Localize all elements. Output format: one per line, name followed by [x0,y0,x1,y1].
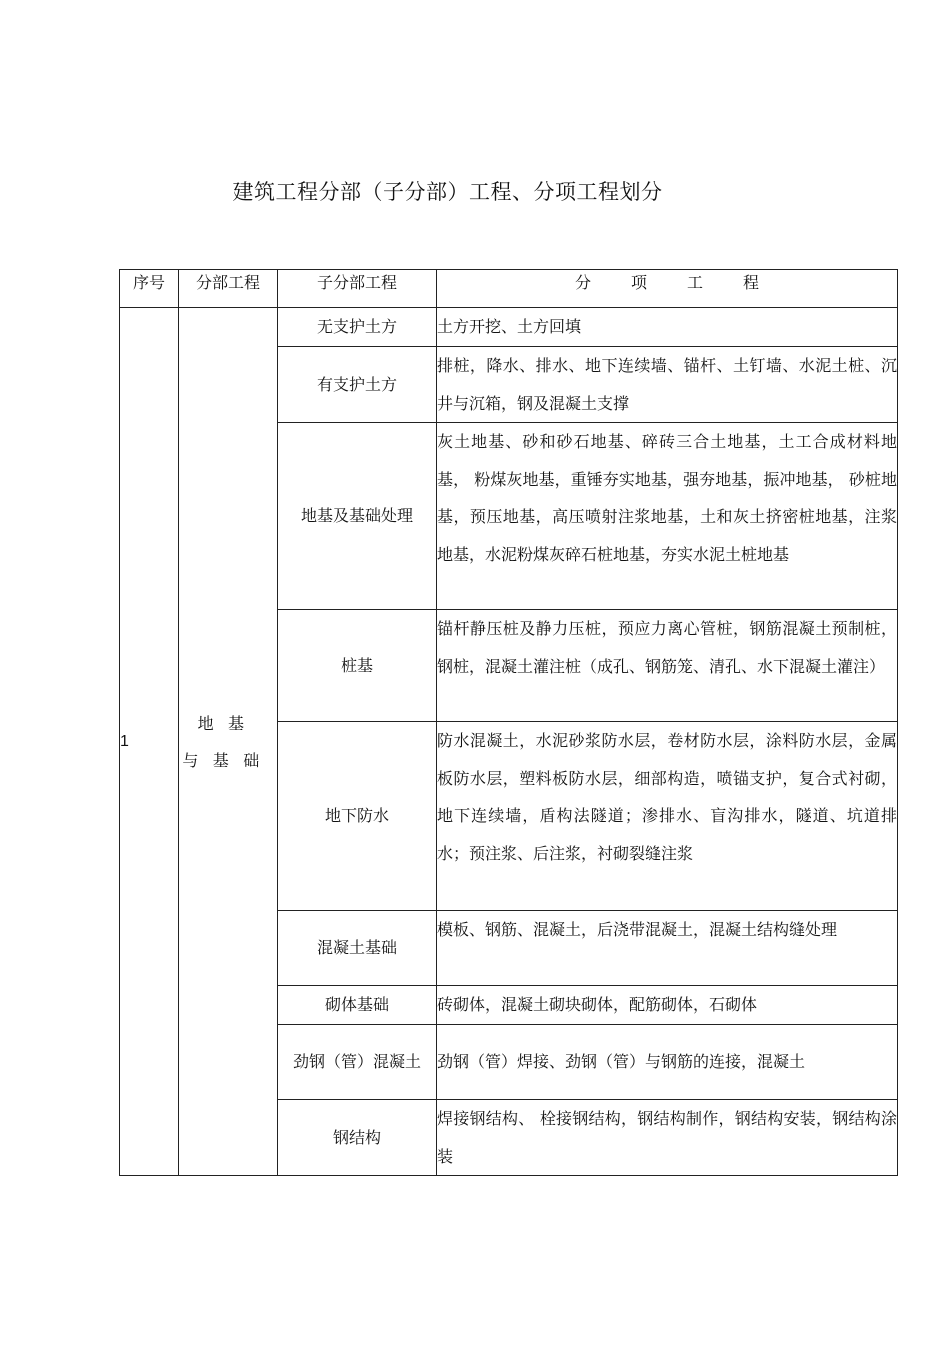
subdivision-cell: 钢结构 [278,1100,437,1176]
subdivision-cell: 无支护土方 [278,308,437,347]
subdivision-cell: 有支护土方 [278,347,437,423]
division-table [119,269,898,1176]
items-cell: 排桩，降水、排水、地下连续墙、锚杆、土钉墙、水泥土桩、沉井与沉箱，钢及混凝土支撑 [437,347,898,423]
subdivision-cell: 砌体基础 [278,986,437,1025]
header-subdivision: 子分部工程 [278,270,437,308]
items-cell: 灰土地基、砂和砂石地基、碎砖三合土地基，土工合成材料地基， 粉煤灰地基，重锤夯实地基，强夯地基，振冲地基， 砂桩地基，预压地基，高压喷射注浆地基，土和灰土挤密桩地基，注浆地基，水泥粉煤灰碎石桩地基，夯实水泥土桩地基 [437,423,898,610]
table-row [120,308,898,347]
subdivision-cell: 劲钢（管）混凝土 [278,1025,437,1100]
subdivision-cell: 地下防水 [278,722,437,911]
division-line-1: 地基 [197,713,259,733]
division-line-2: 与基础 [182,750,274,770]
items-cell: 防水混凝土，水泥砂浆防水层，卷材防水层，涂料防水层，金属板防水层，塑料板防水层，细部构造，喷锚支护，复合式衬砌，地下连续墙，盾构法隧道；渗排水、盲沟排水，隧道、坑道排水；预注浆、后注浆，衬砌裂缝注浆 [437,722,898,911]
subdivision-cell: 桩基 [278,610,437,722]
division-cell [179,308,278,1176]
items-cell: 土方开挖、土方回填 [437,308,898,347]
header-row [120,270,898,308]
header-division: 分部工程 [179,270,278,308]
items-cell: 锚杆静压桩及静力压桩，预应力离心管桩，钢筋混凝土预制桩，钢桩，混凝土灌注桩（成孔、钢筋笼、清孔、水下混凝土灌注） [437,610,898,722]
items-cell: 焊接钢结构、 栓接钢结构，钢结构制作，钢结构安装，钢结构涂装 [437,1100,898,1176]
subdivision-cell: 混凝土基础 [278,911,437,986]
header-seq: 序号 [120,270,179,308]
items-cell: 劲钢（管）焊接、劲钢（管）与钢筋的连接，混凝土 [437,1025,898,1100]
items-cell: 砖砌体，混凝土砌块砌体，配筋砌体，石砌体 [437,986,898,1025]
header-items: 分项工程 [437,270,898,308]
seq-cell: 1 [120,308,179,1176]
subdivision-cell: 地基及基础处理 [278,423,437,610]
items-cell: 模板、钢筋、混凝土，后浇带混凝土，混凝土结构缝处理 [437,911,898,986]
page-title: 建筑工程分部（子分部）工程、分项工程划分 [232,180,663,204]
